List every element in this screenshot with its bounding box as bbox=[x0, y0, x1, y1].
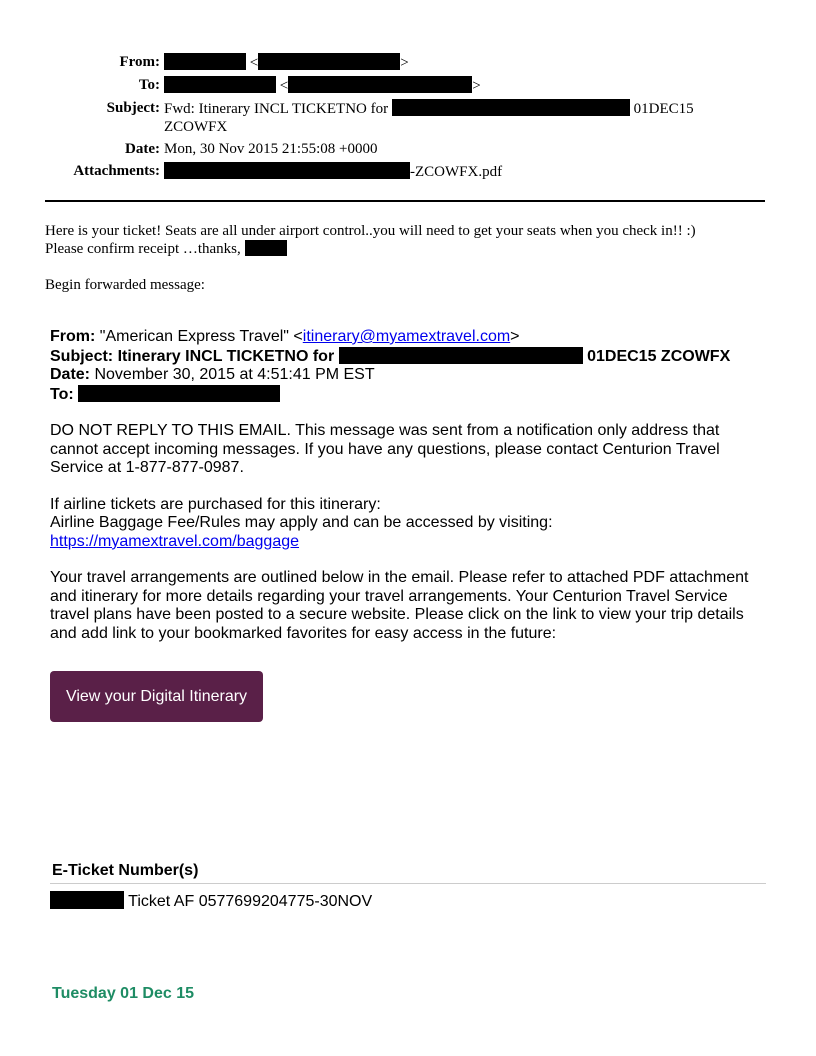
intro-thanks: Please confirm receipt …thanks, bbox=[45, 241, 241, 257]
ticket-number: Ticket AF 0577699204775-30NOV bbox=[128, 893, 373, 910]
subject-label: Subject: bbox=[106, 100, 160, 116]
eticket-row bbox=[50, 891, 372, 911]
intro-line-2 bbox=[45, 240, 785, 258]
redacted-passenger bbox=[50, 891, 124, 909]
header-subject-row bbox=[0, 99, 816, 136]
angle-close: > bbox=[510, 328, 520, 345]
no-reply-notice: DO NOT REPLY TO THIS EMAIL. This message was sent from a notification only address that cannot accept incoming messages. If you have any questions, please contact Centurion Travel Service at 1-877-877-0987. bbox=[50, 422, 720, 476]
fwd-to-line bbox=[50, 385, 770, 405]
angle-open: < bbox=[279, 78, 289, 94]
header-attachments-row bbox=[0, 162, 816, 181]
angle-close: > bbox=[400, 55, 409, 71]
redacted-passenger-name bbox=[392, 99, 630, 116]
redacted-recipient-name bbox=[164, 76, 276, 93]
redacted-passenger-name bbox=[339, 347, 583, 364]
intro-message bbox=[45, 222, 785, 294]
angle-close: > bbox=[472, 78, 481, 94]
subject-record-locator: ZCOWFX bbox=[164, 119, 228, 135]
fwd-from-label: From: bbox=[50, 328, 96, 345]
baggage-line-1: If airline tickets are purchased for this itinerary: bbox=[50, 495, 381, 513]
subject-prefix: Fwd: Itinerary INCL TICKETNO for bbox=[164, 101, 389, 117]
fwd-from-email-link[interactable]: itinerary@myamextravel.com bbox=[302, 328, 511, 345]
to-label: To: bbox=[138, 77, 160, 93]
eticket-divider bbox=[50, 883, 766, 884]
redacted-sender-name bbox=[164, 53, 246, 70]
from-label: From: bbox=[119, 54, 160, 70]
attachment-filename[interactable]: -ZCOWFX.pdf bbox=[410, 164, 503, 180]
view-itinerary-button[interactable]: View your Digital Itinerary bbox=[50, 671, 263, 722]
redacted-signature bbox=[245, 240, 287, 256]
baggage-link[interactable]: https://myamextravel.com/baggage bbox=[50, 532, 300, 550]
day-heading: Tuesday 01 Dec 15 bbox=[52, 985, 195, 1002]
fwd-date-line bbox=[50, 366, 770, 385]
redacted-attachment-name bbox=[164, 162, 410, 179]
header-from-row bbox=[0, 53, 816, 72]
fwd-to-label: To: bbox=[50, 385, 74, 403]
redacted-sender-email bbox=[258, 53, 400, 70]
intro-line-1: Here is your ticket! Seats are all under airport control..you will need to get your seats when you check in!! :) bbox=[45, 223, 696, 239]
redacted-recipient bbox=[78, 385, 280, 402]
fwd-from-name: "American Express Travel" < bbox=[99, 328, 303, 345]
fwd-date-label: Date: bbox=[50, 366, 91, 383]
redacted-recipient-email bbox=[288, 76, 472, 93]
attachments-label: Attachments: bbox=[73, 163, 160, 179]
fwd-subject-line bbox=[50, 347, 770, 367]
fwd-date-value: November 30, 2015 at 4:51:41 PM EST bbox=[94, 366, 375, 383]
email-header bbox=[0, 53, 816, 185]
header-to-row bbox=[0, 76, 816, 95]
header-date-row bbox=[0, 140, 816, 158]
fwd-subject-label: Subject: Itinerary INCL TICKETNO for bbox=[50, 347, 335, 365]
eticket-heading: E-Ticket Number(s) bbox=[52, 862, 199, 879]
arrangements-paragraph: Your travel arrangements are outlined below in the email. Please refer to attached PDF attachment and itinerary for more details regarding your travel arrangements. Your Centurion Travel Service travel plans have been posted to a secure website. Please click on the link to view your trip details and add link to your bookmarked favorites for easy access in the future: bbox=[50, 569, 749, 642]
subject-suffix: 01DEC15 bbox=[633, 101, 694, 117]
angle-open: < bbox=[249, 55, 259, 71]
header-divider bbox=[45, 200, 765, 202]
fwd-from-line bbox=[50, 328, 770, 347]
fwd-subject-suffix: 01DEC15 ZCOWFX bbox=[587, 347, 731, 365]
baggage-line-2: Airline Baggage Fee/Rules may apply and can be accessed by visiting: bbox=[50, 514, 553, 531]
date-value: Mon, 30 Nov 2015 21:55:08 +0000 bbox=[164, 141, 378, 157]
begin-forwarded-label: Begin forwarded message: bbox=[45, 277, 205, 293]
forwarded-message bbox=[50, 328, 770, 643]
date-label: Date: bbox=[125, 141, 160, 157]
